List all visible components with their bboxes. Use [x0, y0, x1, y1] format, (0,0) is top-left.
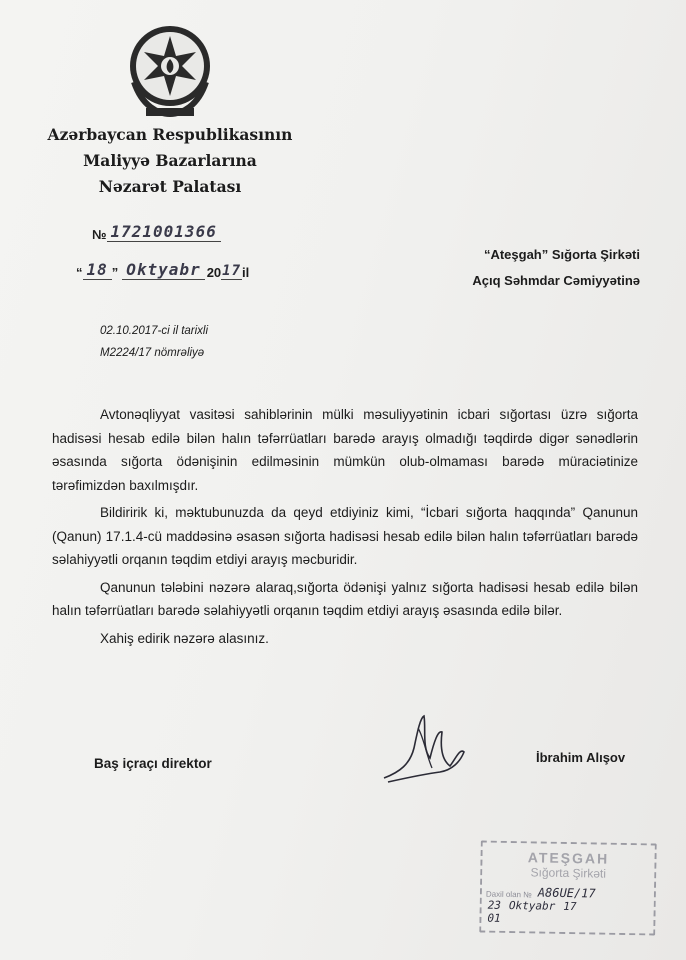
- stamp-incoming-label: Daxil olan №: [485, 889, 532, 900]
- date-month: Oktyabr: [122, 260, 204, 280]
- signer-name: İbrahim Alışov: [536, 750, 626, 765]
- incoming-stamp: [479, 840, 657, 935]
- signer-title: Baş içraçı direktor: [94, 756, 212, 771]
- date-day: 18: [83, 260, 112, 280]
- issuer-line-3: Nəzarət Palatası: [98, 177, 242, 196]
- addressee: [472, 242, 640, 294]
- stamp-company: ATEŞGAH: [527, 849, 610, 867]
- reference-block: [100, 320, 208, 364]
- issuer-line-2: Maliyyə Bazarlarına: [83, 151, 257, 170]
- body-paragraph-4: Xahiş edirik nəzərə alasınız.: [100, 630, 269, 646]
- registration-number: [92, 222, 221, 242]
- letter-date: “ 18 ” Oktyabr 20 17 il: [76, 260, 250, 280]
- number-value: 1721001366: [107, 222, 221, 242]
- handwritten-signature: [380, 708, 470, 788]
- issuer-name: [0, 122, 340, 200]
- year-word: il: [242, 265, 250, 280]
- body-paragraph-3: Qanunun tələbini nəzərə alaraq,sığorta ödənişi yalnız sığorta hadisəsi hesab edilə bilən halın təfərrüatları barədə səlahiyyətli orqanın təqdim etdiyi arayış əsasında edilə bilər.: [52, 579, 638, 618]
- stamp-date-month: Oktyabr: [508, 898, 556, 913]
- addressee-line-1: “Ateşgah” Sığorta Şirkəti: [483, 247, 640, 262]
- stamp-incoming-number: A86UE/17: [537, 885, 596, 901]
- stamp-date-day: 23: [487, 898, 502, 912]
- issuer-line-1: Azərbaycan Respublikasının: [47, 125, 293, 144]
- number-label: №: [92, 227, 107, 242]
- reference-line-2: M2224/17 nömrəliyə: [100, 347, 205, 359]
- year-suffix: 17: [222, 263, 242, 279]
- state-emblem-icon: [124, 22, 216, 122]
- stamp-date-year: 17: [563, 899, 577, 914]
- body-paragraph-1: Avtonəqliyyat vasitəsi sahiblərinin mülki məsuliyyətinin icbari sığortası üzrə sığorta hadisəsi hesab edilə bilən halın təfərrüatları barədə arayış olmadığı təqdirdə digər sənədlərin əsasında sığorta ödənişinin edilməsinin mümkün olub-olmaması barədə müraciətinize tərəfimizdən baxılmışdır.: [52, 407, 638, 493]
- body-paragraph-2: Bildiririk ki, məktubunuzda da qeyd etdiyiniz kimi, “İcbari sığorta haqqında” Qanunun (Qanun) 17.1.4-cü maddəsinə əsasən sığorta hadisəsi hesab edilə bilən halın təfərrüatları barədə səlahiyyətli orqanın təqdim etdiyi arayış məcburidir.: [52, 505, 638, 567]
- stamp-subtitle: Sığorta Şirkəti: [530, 865, 607, 881]
- reference-line-1: 02.10.2017-ci il tarixli: [100, 325, 209, 337]
- year-prefix: 20: [206, 265, 222, 280]
- stamp-extra: 01: [487, 911, 501, 925]
- addressee-line-2: Açıq Səhmdar Cəmiyyətinə: [472, 273, 640, 288]
- letter-body: [52, 403, 638, 654]
